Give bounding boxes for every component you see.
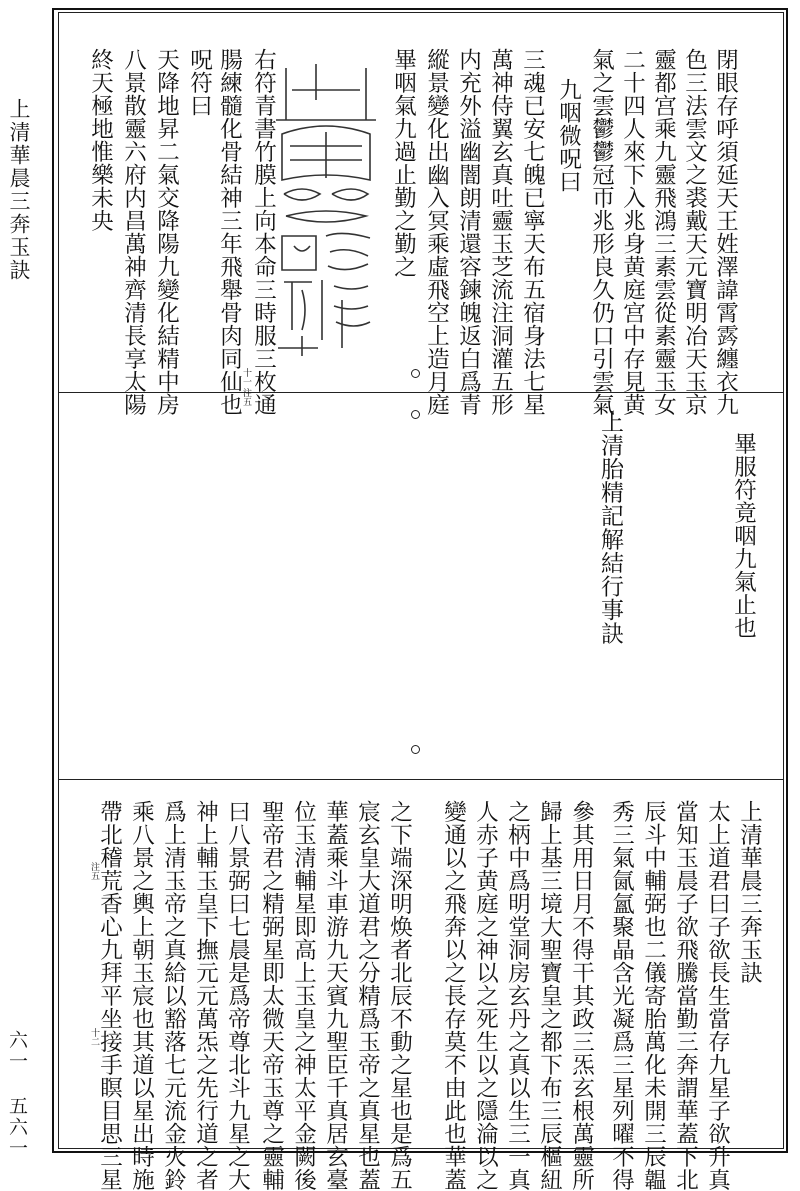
text-column: 曰八景弼曰七晨是爲帝尊北斗九星之大 — [224, 800, 251, 1191]
margin-page-number: 六一 五六一 — [6, 1030, 28, 1159]
text-column: 之柄中爲明堂洞房玄丹之真以生三一真 — [504, 800, 531, 1191]
text-column: 靈都宫乘九靈飛鴻三素雲從素靈玉女 — [650, 48, 677, 416]
folio-note: 注五 — [241, 388, 251, 406]
text-column: 人赤子黄庭之神以之死生以之隱淪以之 — [472, 800, 499, 1191]
folio-note: 十二 — [89, 1028, 99, 1046]
text-column: 終天極地惟樂未央 — [87, 48, 114, 232]
text-column: 帶北稽荒香心九拜平坐接手瞑目思三星 — [96, 800, 123, 1191]
text-column: 内充外溢幽闇朗清還容鍊魄返白爲青 — [455, 48, 482, 416]
text-column: 色三法雲文之裘戴天元寶明冶天玉京 — [681, 48, 708, 416]
text-column: 萬神侍翼玄真吐靈玉芝流注洞灌五形 — [487, 48, 514, 416]
text-column: 參其用日月不得干其政三炁玄根萬靈所 — [568, 800, 595, 1191]
margin-book-title: 上清華晨三奔玉訣 — [7, 98, 31, 282]
text-column: 畢咽氣九過止勤之勤之 — [390, 48, 417, 278]
text-column: 二十四人來下入兆身黄庭宫中存見黄 — [619, 48, 646, 416]
binding-hole-3 — [411, 745, 420, 754]
binding-hole-2 — [411, 410, 420, 419]
text-column: 乘八景之輿上朝玉宸也其道以星出時施 — [128, 800, 155, 1191]
text-column: 右符青書竹膜上向本命三時服三枚通 — [250, 48, 277, 416]
text-column: 上清華晨三奔玉訣 — [736, 800, 763, 984]
text-column: 上清胎精記解結行事訣 — [597, 410, 623, 645]
text-column: 變通以之飛奔以之長存莫不由此也華蓋 — [440, 800, 467, 1191]
talisman-seal-image — [272, 60, 380, 360]
text-column: 爲上清玉帝之真給以豁落七元流金火鈴 — [160, 800, 187, 1191]
text-column: 辰斗中輔弼也二儀寄胎萬化未開三辰韞 — [640, 800, 667, 1191]
folio-note: 十一 — [241, 368, 251, 386]
text-column: 氣之雲鬱鬱冠帀兆形良久仍口引雲氣 — [588, 48, 615, 416]
text-column: 縱景變化出幽入冥乘虛飛空上造月庭 — [423, 48, 450, 416]
text-column: 閉眼存呼須延天王姓澤諱霄霠纏衣九 — [712, 48, 739, 416]
text-column: 呪符曰 — [186, 48, 213, 117]
text-column: 神上輔玉皇下撫元元萬炁之先行道之者 — [192, 800, 219, 1191]
text-column: 之下端深明焕者北辰不動之星也是爲五 — [386, 800, 413, 1191]
text-column: 位玉清輔星即高上玉皇之神太平金闕後 — [290, 800, 317, 1191]
text-column: 三魂已安七魄已寧天布五宿身法七星 — [519, 48, 546, 416]
text-column: 太上道君曰子欲長生當存九星子欲升真 — [704, 800, 731, 1191]
binding-hole-1 — [411, 369, 420, 378]
text-column: 歸上基三境大聖寶皇之都下布三辰樞紐 — [536, 800, 563, 1191]
text-column: 畢服符竟咽九氣止也 — [730, 432, 757, 639]
text-column: 天降地昇二氣交降陽九變化結精中房 — [153, 48, 180, 416]
text-column: 九咽微呪曰 — [555, 78, 582, 193]
text-column: 秀三氣氤氳聚晶含光凝爲三星列曜不得 — [608, 800, 635, 1191]
text-column: 腸練髓化骨結神三年飛舉骨肉同仙也 — [216, 48, 243, 416]
text-column: 宸玄皇大道君之分精爲玉帝之真星也蓋 — [354, 800, 381, 1191]
text-column: 當知玉晨子欲飛騰當勤三奔謂華蓋下北 — [672, 800, 699, 1191]
text-column: 華蓋乘斗車游九天賓九聖臣千真居玄臺 — [322, 800, 349, 1191]
folio-note: 注五 — [89, 862, 99, 880]
text-column: 八景散靈六府内昌萬神齊清長享太陽 — [120, 48, 147, 416]
panel-divider-bottom — [58, 779, 784, 780]
text-column: 聖帝君之精弼星即太微天帝玉尊之靈輔 — [258, 800, 285, 1191]
